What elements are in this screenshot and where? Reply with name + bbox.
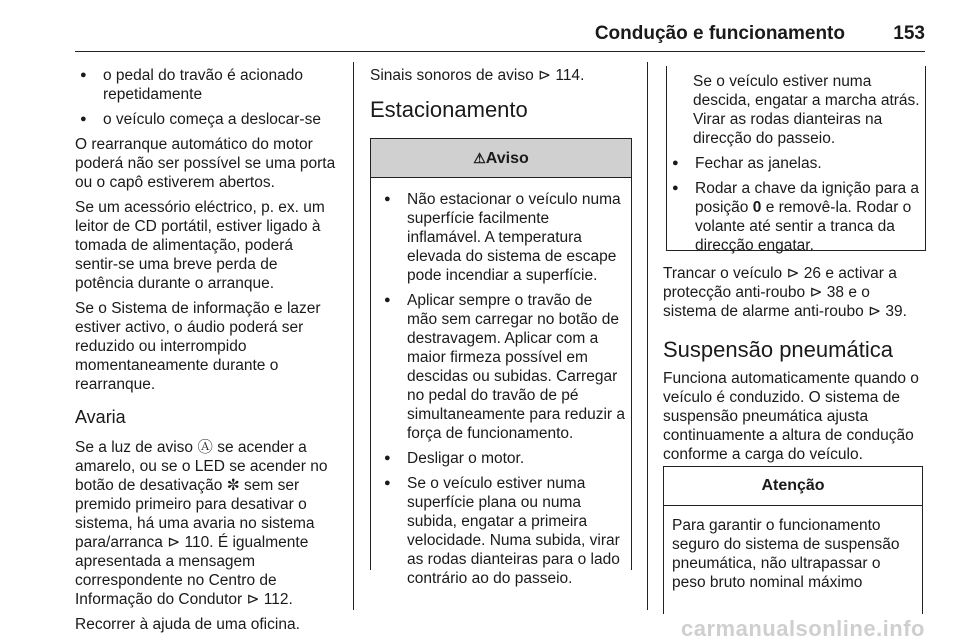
warning-box <box>370 138 632 587</box>
column-1 <box>75 66 340 640</box>
page-title: Condução e funcionamento <box>594 23 845 44</box>
attention-box-header: Atenção <box>664 466 922 506</box>
paragraph: O rearranque automático do motor poderá não ser possível se uma porta ou o capô estiverem abertos. <box>75 136 336 191</box>
section-heading-suspensao: Suspensão pneumática <box>663 337 893 362</box>
reference-arrow-icon: ⊳ <box>786 265 800 282</box>
list-item: ● Rodar a chave da ignição para a posição 0 e removê-la. Rodar o volante até sentir a tranca da direcção engatar. <box>667 179 921 255</box>
paragraph: Recorrer à ajuda de uma oficina. <box>75 616 300 633</box>
list-item: ● Fechar as janelas. <box>667 154 921 173</box>
watermark: carmanualsonline.info <box>681 616 925 641</box>
list-item: ● o pedal do travão é acionado repetidamente <box>75 66 340 104</box>
section-heading-avaria: Avaria <box>75 407 126 427</box>
page-reference-link[interactable]: ⊳ 38 <box>809 284 845 301</box>
ignition-position-label: 0 <box>752 199 762 216</box>
list-item: ● Se o veículo estiver numa superfície plana ou numa subida, engatar a primeira velocidade. Numa subida, virar as rodas dianteiras para o lado contrário ao do passeio. <box>379 474 625 588</box>
page-reference-link[interactable]: ⊳ 112 <box>246 591 289 608</box>
page-header <box>75 24 925 48</box>
reference-arrow-icon: ⊳ <box>538 67 552 84</box>
column-divider-2 <box>647 62 648 610</box>
page-reference-link[interactable]: ⊳ 110 <box>167 534 210 551</box>
paragraph-trancar: Trancar o veículo ⊳ 26 e activar a protecção anti-roubo ⊳ 38 e o sistema de alarme anti-roubo ⊳ 39. <box>663 265 907 320</box>
reference-arrow-icon: ⊳ <box>246 591 260 608</box>
page-reference-link[interactable]: ⊳ 26 <box>786 265 822 282</box>
warning-box-title: Aviso <box>485 150 529 167</box>
attention-box <box>663 466 923 614</box>
attention-box-text: Para garantir o funcionamento seguro do sistema de suspensão pneumática, não ultrapassar o peso bruto nominal máximo <box>672 517 900 591</box>
warning-light-icon: Ⓐ <box>197 439 213 456</box>
reference-arrow-icon: ⊳ <box>868 303 882 320</box>
reference-arrow-icon: ⊳ <box>809 284 823 301</box>
list-item: ● Aplicar sempre o travão de mão sem carregar no botão de destravagem. Aplicar com a maior firmeza possível em descidas ou subidas. Carregar no pedal do travão de pé simultaneamente para reduzir a força de funcionamento. <box>379 291 625 443</box>
paragraph-intro: Sinais sonoros de aviso ⊳ 114. <box>370 67 585 84</box>
column-3 <box>663 264 927 470</box>
warning-triangle-icon: ⚠ <box>473 150 486 166</box>
list-item: ● o veículo começa a deslocar-se <box>75 110 340 129</box>
paragraph: Funciona automaticamente quando o veículo é conduzido. O sistema de suspensão pneumática ajusta continuamente a altura de condução conforme a carga do veículo. <box>663 370 919 463</box>
page-number: 153 <box>893 23 925 44</box>
section-heading-estacionamento: Estacionamento <box>370 97 528 122</box>
paragraph: Se um acessório eléctrico, p. ex. um leitor de CD portátil, estiver ligado à tomada de alimentação, poderá sentir-se uma breve perda de potência durante o arranque. <box>75 199 325 292</box>
warning-box-header <box>371 138 631 178</box>
paragraph-avaria: Se a luz de aviso Ⓐ se acender a amarelo, ou se o LED se acender no botão de desativação ✼ sem ser premido primeiro para desativar o sistema, há uma avaria no sistema para/arranca ⊳ 110. É igualmente apresentada a mensagem correspondente no Centro de Informação do Condutor ⊳ 112. <box>75 439 328 608</box>
stop-start-off-icon: ✼ <box>226 477 240 494</box>
box-continued-text: Se o veículo estiver numa descida, engatar a marcha atrás. Virar as rodas dianteiras na direcção do passeio. <box>693 73 920 147</box>
page-reference-link[interactable]: ⊳ 39 <box>868 303 903 320</box>
list-item: ● Não estacionar o veículo numa superfície facilmente inflamável. A temperatura elevada do sistema de escape pode incendiar a superfície. <box>379 190 625 285</box>
column-2 <box>370 66 632 123</box>
reference-arrow-icon: ⊳ <box>167 534 181 551</box>
header-rule <box>75 51 925 52</box>
paragraph: Se o Sistema de informação e lazer estiver activo, o áudio poderá ser reduzido ou interrompido momentaneamente durante o rearranque. <box>75 300 321 393</box>
list-item: ● Desligar o motor. <box>379 449 625 468</box>
page-reference-link[interactable]: ⊳ 114 <box>538 67 581 84</box>
column-divider-1 <box>353 62 354 610</box>
warning-box-body <box>371 178 631 588</box>
warning-box-continued <box>666 66 926 254</box>
